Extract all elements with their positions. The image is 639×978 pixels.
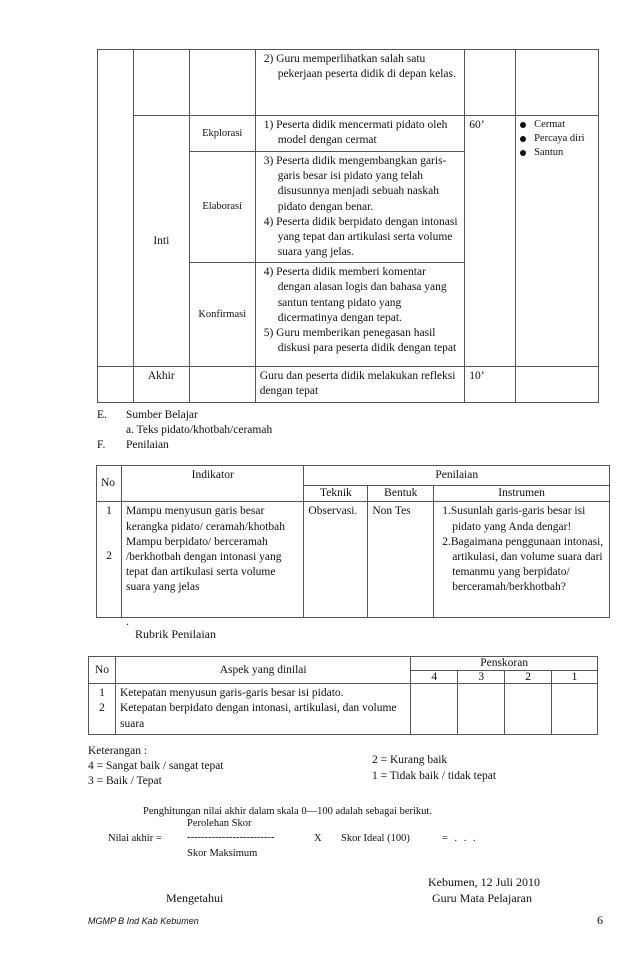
dot-mark: .	[126, 616, 129, 628]
score-header: 3	[458, 670, 505, 684]
aspek-cell: Ketepatan menyusun garis-garis besar isi pidato. Ketepatan berpidato dengan intonasi, artikulasi, dan volume suara	[115, 684, 410, 735]
instrumen-cell: 1.Susunlah garis-garis besar isi pidato yang Anda dengar! 2.Bagaimana penggunaan intonasi, artikulasi, dan volume suara dari temanmu yang berpidato/ berceramah/berkhotbah?	[434, 502, 610, 618]
empty-cell	[516, 367, 599, 402]
bullet-icon	[520, 136, 526, 142]
indikator-cell: Mampu menyusun garis besar kerangka pidato/ ceramah/khotbah Mampu berpidato/ berceramah /berkhotbah dengan intonasi yang tepat dan artikulasi serta volume suara yang jelas	[121, 502, 303, 618]
section-letter: F.	[97, 439, 106, 451]
header-indikator-cont	[121, 486, 303, 502]
activity-table	[97, 49, 599, 403]
score-header: 1	[552, 670, 598, 684]
time-cell: 10’	[465, 367, 516, 402]
bullet-icon	[520, 122, 526, 128]
step-label: Elaborasi	[189, 152, 255, 263]
score-cell	[458, 684, 505, 735]
keterangan-title: Keterangan :	[88, 745, 148, 757]
time-cell: 60’	[465, 116, 516, 367]
section-title: Sumber Belajar	[126, 409, 198, 421]
header-aspek: Aspek yang dinilai	[115, 657, 410, 684]
trait-item: Cermat	[520, 118, 594, 132]
signature-place-date: Kebumen, 12 Juli 2010	[428, 875, 540, 889]
phase-label: Inti	[133, 116, 189, 367]
header-penilaian: Penilaian	[304, 466, 610, 486]
no-cell: 1 2	[97, 502, 122, 618]
formula-numerator: Perolehan Skor	[187, 818, 252, 829]
section-f	[97, 438, 497, 453]
section-e	[97, 408, 497, 423]
score-header: 2	[505, 670, 552, 684]
footer-left: MGMP B Ind Kab Kebumen	[88, 916, 199, 926]
empty-cell	[189, 367, 255, 402]
page-number: 6	[597, 913, 603, 927]
traits-cell	[516, 116, 599, 367]
header-no: No	[97, 466, 122, 502]
keterangan-1: 1 = Tidak baik / tidak tepat	[372, 770, 497, 782]
header-indikator: Indikator	[121, 466, 303, 486]
formula-ideal: Skor Ideal (100)	[341, 833, 410, 844]
keterangan-2: 2 = Kurang baik	[372, 754, 448, 766]
signature-right: Guru Mata Pelajaran	[432, 891, 532, 905]
header-no: No	[89, 657, 116, 684]
formula-intro: Penghitungan nilai akhir dalam skala 0—100 adalah sebagai berikut.	[143, 806, 432, 817]
section-letter: E.	[97, 409, 107, 421]
empty-cell	[98, 50, 134, 367]
step-label: Konfirmasi	[189, 263, 255, 367]
section-e-item: a. Teks pidato/khotbah/ceramah	[126, 424, 273, 436]
rubrik-table	[88, 656, 598, 735]
keterangan-3: 3 = Baik / Tepat	[88, 775, 162, 787]
trait-item: Santun	[520, 146, 594, 160]
activity-text: 3) Peserta didik mengembangkan garis-garis besar isi pidato yang telah disusunnya menjadi sebuah naskah pidato dengan benar. 4) Peserta didik berpidato dengan intonasi yang tepat dan artikulasi serta volume suara yang jelas.	[255, 152, 465, 263]
phase-label: Akhir	[133, 367, 189, 402]
empty-cell	[516, 50, 599, 116]
empty-cell	[465, 50, 516, 116]
header-penskoran: Penskoran	[411, 657, 598, 671]
formula-denominator: Skor Maksimum	[187, 848, 258, 859]
header-instrumen: Instrumen	[434, 486, 610, 502]
signature-left: Mengetahui	[166, 891, 224, 905]
step-label: Ekplorasi	[189, 116, 255, 152]
formula-times: X	[314, 833, 322, 844]
score-cell	[505, 684, 552, 735]
empty-cell	[98, 367, 134, 402]
trait-item: Percaya diri	[520, 132, 594, 146]
score-header: 4	[411, 670, 458, 684]
score-cell	[552, 684, 598, 735]
activity-text: 4) Peserta didik memberi komentar dengan alasan logis dan bahasa yang santun tentang pidato yang dicermatinya dengan tepat. 5) Guru memberikan penegasan hasil diskusi para peserta didik dengan tepat	[255, 263, 465, 367]
section-title: Penilaian	[126, 439, 169, 451]
formula-bar: -------------------------	[187, 832, 275, 843]
formula-lhs: Nilai akhir =	[108, 833, 162, 844]
header-teknik: Teknik	[304, 486, 368, 502]
activity-text: 2) Guru memperlihatkan salah satu pekerjaan peserta didik di depan kelas.	[255, 50, 465, 116]
no-cell: 1 2	[89, 684, 116, 735]
penilaian-table	[96, 465, 610, 618]
header-bentuk: Bentuk	[368, 486, 434, 502]
keterangan-4: 4 = Sangat baik / sangat tepat	[88, 760, 224, 772]
empty-cell	[133, 50, 189, 116]
formula-equals: = . . .	[442, 833, 478, 844]
bullet-icon	[520, 150, 526, 156]
score-cell	[411, 684, 458, 735]
activity-text: 1) Peserta didik mencermati pidato oleh model dengan cermat	[255, 116, 465, 152]
rubrik-title: Rubrik Penilaian	[135, 627, 216, 641]
teknik-cell: Observasi.	[304, 502, 368, 618]
activity-text: Guru dan peserta didik melakukan refleksi dengan tepat	[255, 367, 465, 402]
bentuk-cell: Non Tes	[368, 502, 434, 618]
empty-cell	[189, 50, 255, 116]
